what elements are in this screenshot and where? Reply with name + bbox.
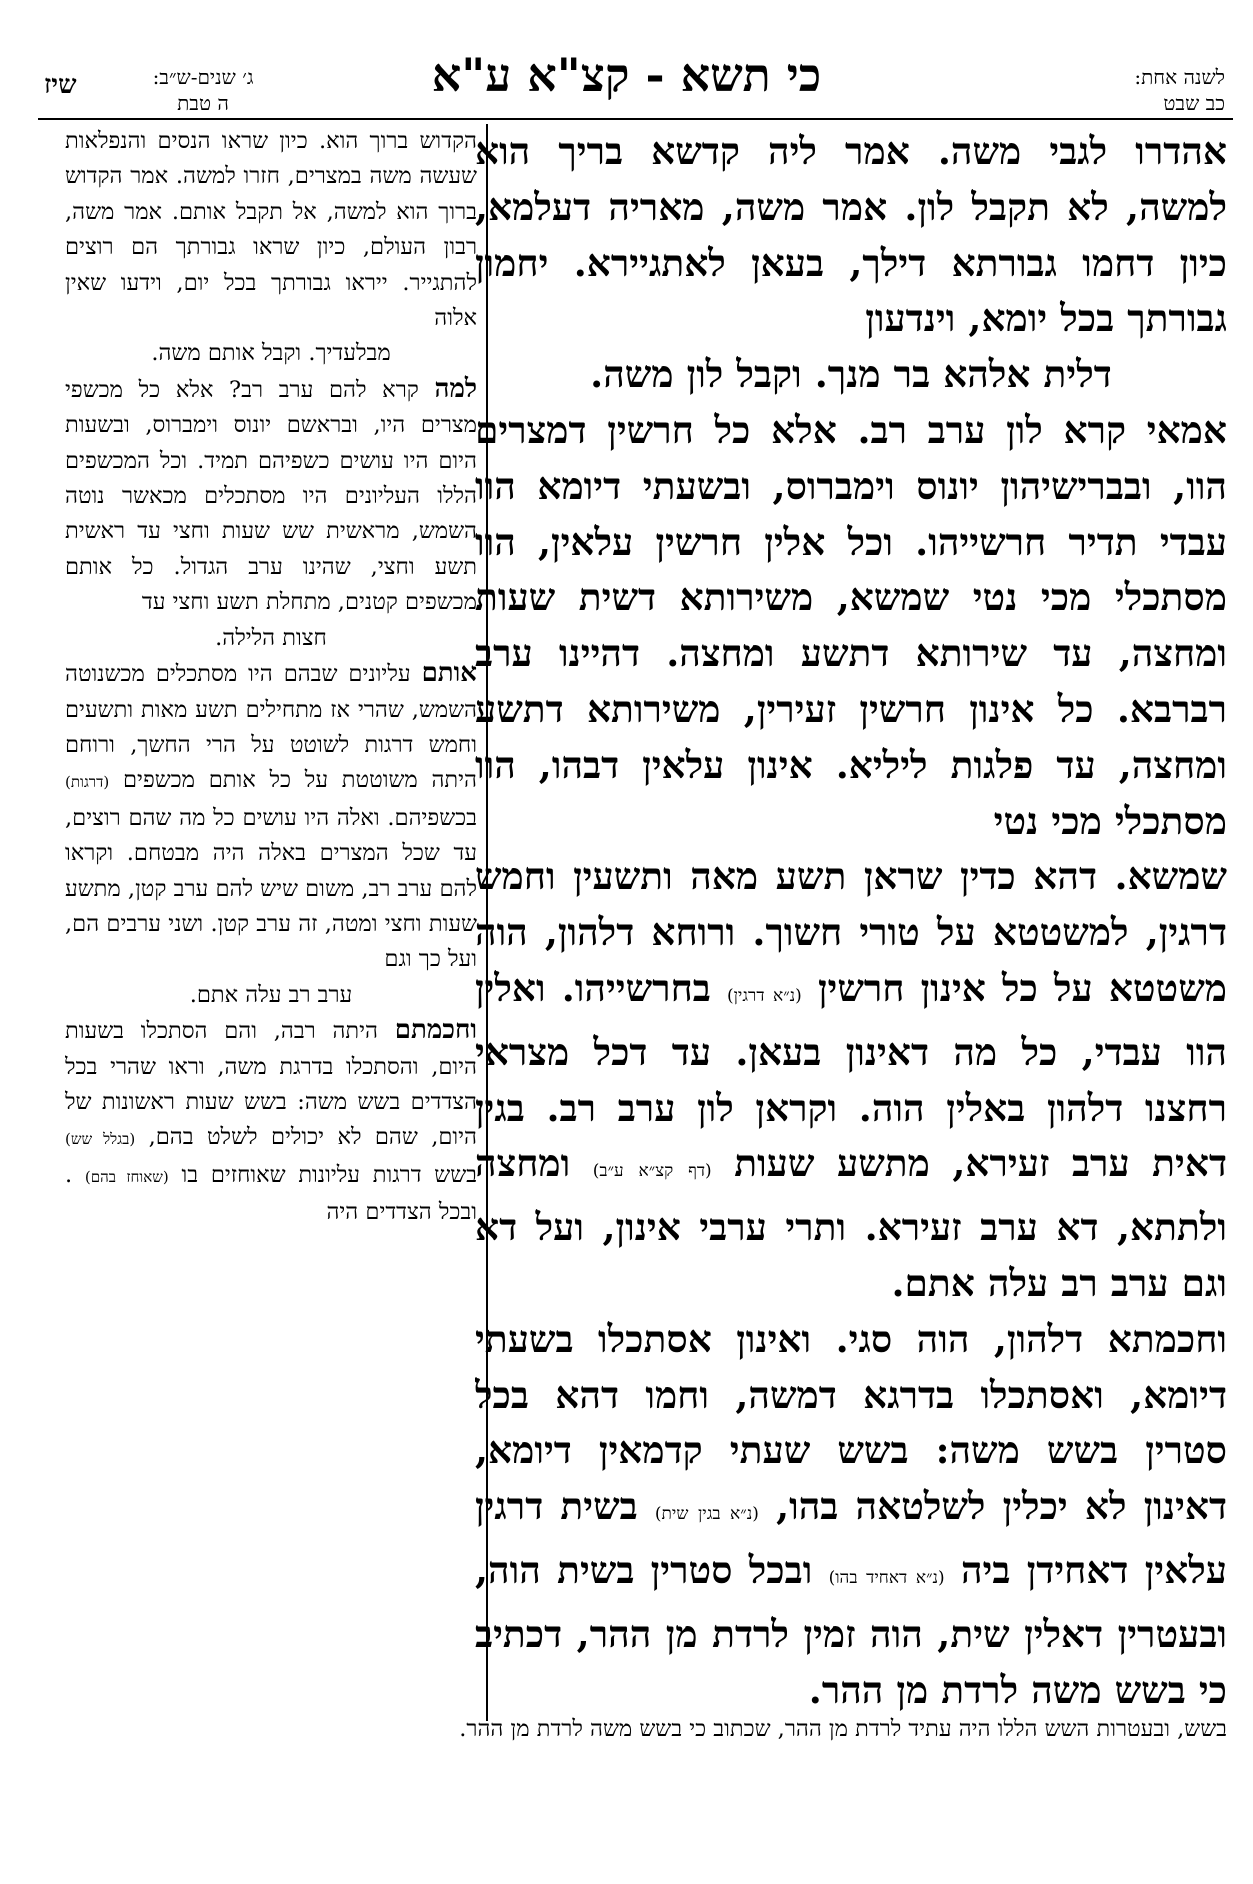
translation-paragraph (65, 1013, 477, 1230)
translation-text: ערב רב עלה אתם. (189, 981, 353, 1008)
main-paragraph (475, 124, 1227, 347)
header-divider (38, 118, 1233, 120)
variant-note: (נ״א בגין שית) (654, 1504, 759, 1525)
variant-note: (דרגות) (65, 773, 110, 792)
translation-paragraph (65, 336, 477, 371)
main-text: ומחצה ולתתא, דא ערב זעירא. ותרי ערבי אינון, ועל דא וגם ערב רב עלה אתם. (475, 1141, 1227, 1305)
header-schedule-left (118, 64, 288, 116)
main-text: ובכל סטרין בשית הוה, ובעטרין דאלין שית, הוה זמין לרדת מן ההר, דכתיב כי בשש משה לרדת מן ההר. (475, 1547, 1227, 1712)
main-paragraph (475, 849, 1227, 1311)
main-text: בחרשייהו. ואלין הוו עבדי, כל מה דאינון בעאן. עד דכל מצראי רחצנו דלהון באלין הוה. וקראן לון ערב רב. בגין דאית ערב זעירא, מתשע שעות (475, 965, 1227, 1186)
translation-text: בכשפיהם. ואלה היו עושים כל מה שהם רוצים, עד שכל המצרים באלה היה מבטחם. וקראו להם ערב רב, משום שיש להם ערב קטן, מתשע שעות וחצי ומטה, זה ערב קטן. ושני ערבים הם, ועל כך וגם (65, 804, 477, 973)
translation-paragraph (65, 124, 477, 336)
lead-word: וחכמתם (394, 1015, 477, 1046)
translation-text: עליונים שבהם היו מסתכלים מכשנוטה השמש, שהרי אז מתחילים תשע מאות ותשעים וחמש דרגות לשוטט על הרי החשך, ורוחם היתה משוטטת על כל אותם מכשפים (65, 661, 477, 794)
main-text: שמשא. דהא כדין שראן תשע מאה ותשעין וחמש דרגין, למשטטא על טורי חשוך. ורוחא דלהון, הוה משטטא על כל אינון חרשין (475, 854, 1227, 1010)
translation-text: חצות הלילה. (215, 624, 327, 651)
translation-paragraph (65, 978, 477, 1013)
variant-note: (בגלל שש) (65, 1130, 136, 1149)
translation-text: הקדוש ברוך הוא. כיון שראו הנסים והנפלאות שעשה משה במצרים, חזרו למשה. אמר הקדוש ברוך הוא למשה, אל תקבל אותם. אמר משה, רבון העולם, כיון שראו גבורתך הם רוצים להתגייר. ייראו גבורתך בכל יום, וידעו שאין אלוה (65, 128, 477, 332)
translation-paragraph (65, 621, 477, 656)
translation-paragraph (65, 656, 477, 978)
bottom-continuation-line: בשש, ובעטרות השש הללו היה עתיד לרדת מן ההר, שכתוב כי בשש משה לרדת מן ההר. (459, 1716, 1227, 1742)
translation-text: . ובכל הצדדים היה (65, 1161, 477, 1226)
main-text-column (475, 124, 1227, 1714)
main-text: אמאי קרא לון ערב רב. אלא כל חרשין דמצרים הוו, ובברישיהון יונוס וימברוס, ובשעתי דיומא הוו עבדי תדיר חרשייהו. וכל אלין חרשין עלאין, הוו מסתכלי מכי נטי שמשא, משירותא דשית שעות ומחצה, עד שירותא דתשע ומחצה. דהיינו ערב רברבא. כל אינון חרשין זעירין, משירותא דתשע ומחצה, עד פלגות ליליא. אינון עלאין דבהו, הוו מסתכלי מכי נטי (475, 407, 1227, 843)
translation-column (65, 124, 477, 1724)
translation-text: בשש דרגות עליונות שאוחזים בו (181, 1161, 477, 1188)
translation-text: קרא להם ערב רב? אלא כל מכשפי מצרים היו, ובראשם יונוס וימברוס, ובשעות היום היו עושים כשפיהם תמיד. וכל המכשפים הללו העליונים היו מסתכלים מכאשר נוטה השמש, מראשית שש שעות וחצי עד ראשית תשע וחצי, שהינו ערב הגדול. כל אותם מכשפים קטנים, מתחלת תשע וחצי עד (65, 376, 477, 616)
main-text: וחכמתא דלהון, הוה סגי. ואינון אסתכלו בשעתי דיומא, ואסתכלו בדרגא דמשה, וחמו דהא בכל סטרין בשש משה: בשש שעתי קדמאין דיומא, דאינון לא יכלין לשלטאה בהו, (475, 1316, 1227, 1529)
translation-text: מבלעדיך. וקבל אותם משה. (151, 340, 391, 367)
header-cycle-label: ג׳ שנים-ש״ב: (152, 65, 254, 89)
header-study-label: לשנה אחת: (1134, 65, 1225, 89)
translation-paragraph (65, 372, 477, 621)
main-text: דלית אלהא בר מנך. וקבל לון משה. (590, 352, 1112, 397)
variant-note: (נ״א דאחיד בהו) (828, 1567, 945, 1588)
translation-text: היתה רבה, והם הסתכלו בשעות היום, והסתכלו בדרגת משה, וראו שהרי בכל הצדדים בשש משה: בשש שעות ראשונות של היום, שהם לא יכולים לשלט בהם, (65, 1018, 477, 1151)
main-paragraph (475, 1312, 1227, 1714)
column-divider (486, 124, 488, 1721)
lead-word: אותם (421, 658, 477, 689)
page-number: שיז (44, 70, 77, 100)
page-reference-note: (דף קצ״א ע״ב) (592, 1161, 712, 1182)
lead-word: למה (434, 373, 477, 404)
main-text: אהדרו לגבי משה. אמר ליה קדשא בריך הוא למשה, לא תקבל לון. אמר משה, מאריה דעלמא, כיון דחמו גבורתא דילך, בעאן לאתגיירא. יחמון גבורתך בכל יומא, וינדעון (475, 129, 1227, 341)
main-text: בשית דרגין עלאין דאחידן ביה (475, 1484, 1227, 1592)
main-paragraph (475, 347, 1227, 403)
header-study-date: כב שבט (1163, 91, 1225, 115)
variant-note: (נ״א דרגין) (726, 985, 802, 1006)
main-paragraph (475, 403, 1227, 849)
page-title: כי תשא - קצ"א ע"א (431, 48, 822, 102)
header-cycle-date: ה טבת (177, 91, 229, 115)
variant-note: (שאוחז בהם) (84, 1167, 169, 1186)
